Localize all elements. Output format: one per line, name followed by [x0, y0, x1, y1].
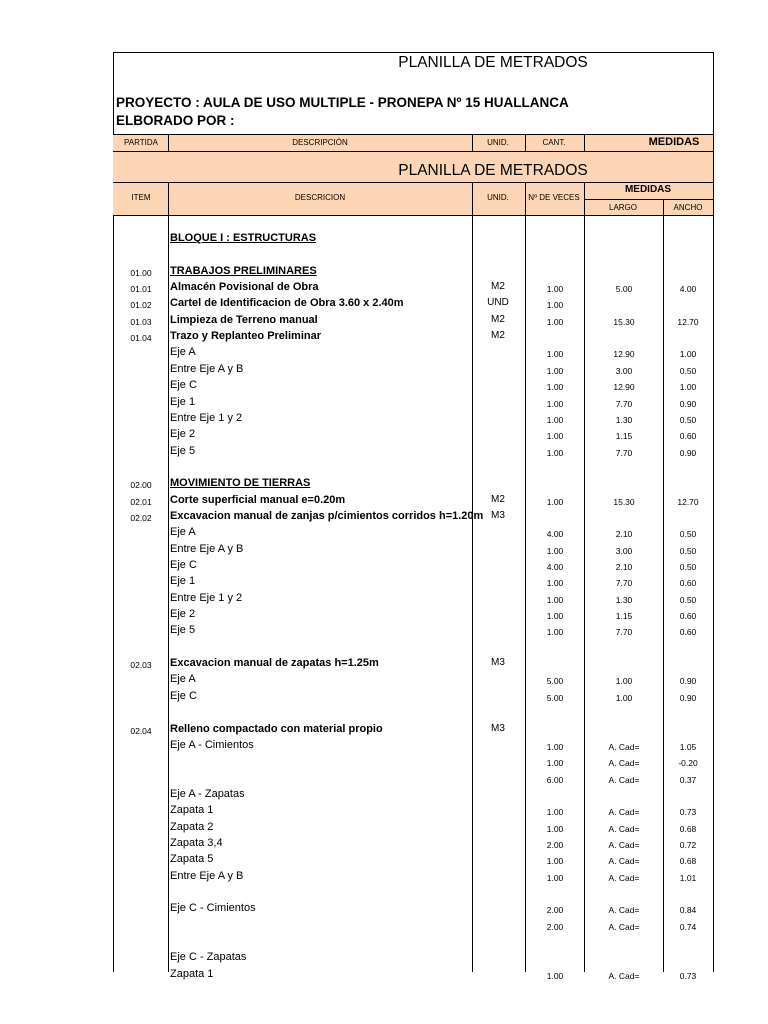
row-veces: 6.00	[546, 774, 564, 785]
row-description: Eje A	[170, 673, 196, 686]
row-largo: 15.30	[613, 316, 635, 327]
row-description: Eje C - Zapatas	[170, 951, 247, 964]
item-code: 02.03	[130, 660, 152, 671]
row-veces: 2.00	[546, 839, 564, 850]
row-description: Excavacion manual de zapatas h=1.25m	[170, 657, 379, 670]
hdr-vline	[584, 134, 585, 151]
col-medidas-2: MEDIDAS	[624, 184, 672, 195]
row-largo: 7.70	[615, 447, 633, 458]
row-veces: 1.00	[546, 349, 564, 360]
row-veces: 2.00	[546, 905, 564, 916]
row-largo: 3.00	[615, 365, 633, 376]
col-descripcion: DESCRIPCIÓN	[292, 138, 348, 147]
row-description: Eje 5	[170, 444, 196, 457]
row-description: Eje A	[170, 526, 196, 539]
row-ancho: 0.90	[679, 398, 697, 409]
col-ancho: ANCHO	[673, 203, 703, 212]
col-descricion: DESCRICION	[294, 193, 346, 202]
row-largo: 1.15	[615, 611, 633, 622]
item-code: 02.01	[130, 496, 152, 507]
row-ancho: 0.73	[679, 807, 697, 818]
row-ancho: 0.50	[679, 365, 697, 376]
row-unit: M2	[491, 493, 505, 505]
row-veces: 1.00	[546, 856, 564, 867]
row-ancho: 0.73	[679, 970, 697, 981]
row-veces: 1.00	[546, 382, 564, 393]
row-veces: 1.00	[546, 300, 564, 311]
row-description: Almacén Povisional de Obra	[170, 281, 319, 294]
row-description: Entre Eje A y B	[170, 362, 244, 375]
row-ancho: 1.05	[679, 741, 697, 752]
row-veces: 1.00	[546, 594, 564, 605]
row-ancho: 0.60	[679, 578, 697, 589]
row-ancho: 0.90	[679, 676, 697, 687]
row-veces: 1.00	[546, 578, 564, 589]
col-vline	[472, 182, 473, 972]
col-medidas: MEDIDAS	[648, 136, 700, 148]
row-veces: 1.00	[546, 414, 564, 425]
row-largo: 3.00	[615, 545, 633, 556]
row-ancho: 0.60	[679, 627, 697, 638]
row-description: Eje A - Zapatas	[170, 787, 245, 800]
row-unit: M2	[491, 281, 505, 293]
row-ancho: 0.50	[679, 545, 697, 556]
row-description: Excavacion manual de zanjas p/cimientos corridos h=1.20m	[170, 509, 484, 522]
row-veces: 1.00	[546, 316, 564, 327]
row-largo: 2.10	[615, 562, 633, 572]
row-ancho: 0.74	[679, 921, 697, 932]
row-ancho: 0.50	[679, 414, 697, 425]
col-unid-2: UNID.	[487, 193, 509, 202]
row-largo: A. Cad=	[608, 758, 640, 769]
row-ancho: 0.50	[679, 594, 697, 605]
row-veces: 1.00	[546, 872, 564, 883]
row-description: Eje 1	[170, 395, 196, 408]
row-veces: 2.00	[546, 921, 564, 932]
col-unid: UNID.	[487, 138, 509, 147]
row-veces: 4.00	[546, 562, 564, 572]
row-largo: 15.30	[613, 496, 635, 507]
row-description: Eje C	[170, 689, 197, 702]
row-largo: 1.00	[615, 692, 633, 703]
row-largo: 1.15	[615, 431, 633, 442]
hdr-vline	[525, 134, 526, 151]
row-largo: A. Cad=	[608, 872, 640, 883]
row-description: Zapata 1	[170, 967, 214, 980]
row-ancho: -0.20	[678, 758, 698, 769]
hdr-vline	[472, 134, 473, 151]
row-largo: A. Cad=	[608, 807, 640, 818]
row-ancho: 4.00	[679, 284, 697, 295]
row-largo: 1.00	[615, 676, 633, 687]
row-veces: 1.00	[546, 627, 564, 638]
row-largo: 7.70	[615, 578, 633, 589]
row-unit: M2	[491, 330, 505, 342]
row-description: Eje C	[170, 379, 197, 392]
planilla-title: PLANILLA DE METRADOS	[398, 162, 588, 179]
row-largo: 1.30	[615, 414, 633, 425]
row-description: Eje 2	[170, 428, 196, 441]
row-largo: A. Cad=	[608, 741, 640, 752]
row-largo: A. Cad=	[608, 774, 640, 785]
col-item: ITEM	[131, 193, 151, 202]
row-ancho: 0.90	[679, 447, 697, 458]
row-description: Cartel de Identificacion de Obra 3.60 x 2.40m	[170, 297, 404, 310]
col-cant: CANT.	[542, 138, 566, 147]
row-ancho: 0.72	[679, 839, 697, 850]
row-largo: 5.00	[615, 284, 633, 295]
row-ancho: 0.68	[679, 856, 697, 867]
row-ancho: 1.01	[679, 872, 697, 883]
row-largo: 1.30	[615, 594, 633, 605]
sheet-title: PLANILLA DE METRADOS	[398, 54, 588, 71]
item-code: 01.01	[130, 284, 152, 295]
header-band-1	[113, 134, 714, 151]
row-largo: A. Cad=	[608, 856, 640, 867]
row-ancho: 12.70	[677, 496, 699, 507]
col-veces: Nº DE VECES	[528, 193, 580, 202]
row-veces: 1.00	[546, 365, 564, 376]
row-description: Corte superficial manual e=0.20m	[170, 493, 346, 506]
right-border	[713, 52, 714, 972]
row-largo: A. Cad=	[608, 921, 640, 932]
item-code: 02.00	[130, 480, 152, 491]
row-ancho: 0.60	[679, 611, 697, 622]
row-description: Entre Eje 1 y 2	[170, 411, 243, 424]
prepared-by-line: ELBORADO POR :	[116, 113, 235, 128]
project-line: PROYECTO : AULA DE USO MULTIPLE - PRONEPA Nº 15 HUALLANCA	[116, 95, 569, 110]
row-veces: 1.00	[546, 807, 564, 818]
row-description: Zapata 3,4	[170, 836, 223, 849]
row-veces: 1.00	[546, 758, 564, 769]
row-ancho: 0.84	[679, 905, 697, 916]
row-unit: UND	[487, 297, 509, 309]
row-veces: 1.00	[546, 398, 564, 409]
row-veces: 1.00	[546, 611, 564, 622]
row-largo: 12.90	[613, 382, 635, 393]
row-description: Eje A - Cimientos	[170, 738, 254, 751]
item-code: 02.04	[130, 725, 152, 736]
row-ancho: 1.00	[679, 349, 697, 360]
col-partida: PARTIDA	[124, 138, 158, 147]
row-veces: 1.00	[546, 970, 564, 981]
row-veces: 1.00	[546, 431, 564, 442]
row-veces: 5.00	[546, 676, 564, 687]
col-largo: LARGO	[608, 203, 638, 212]
row-ancho: 0.37	[679, 774, 697, 785]
hdr-line	[113, 215, 714, 216]
row-unit: M3	[491, 722, 505, 734]
row-description: Zapata 1	[170, 804, 214, 817]
row-ancho: 0.90	[679, 692, 697, 703]
row-ancho: 0.50	[679, 529, 697, 540]
row-unit: M3	[491, 509, 505, 521]
col-vline	[168, 182, 169, 972]
row-ancho: 12.70	[677, 316, 699, 327]
row-largo: 12.90	[613, 349, 635, 360]
row-description: Entre Eje A y B	[170, 869, 244, 882]
row-veces: 1.00	[546, 496, 564, 507]
row-veces: 1.00	[546, 823, 564, 834]
row-description: Limpieza de Terreno manual	[170, 313, 318, 326]
row-description: TRABAJOS PRELIMINARES	[170, 264, 317, 277]
hdr-vline	[168, 134, 169, 151]
row-description: BLOQUE I : ESTRUCTURAS	[170, 232, 317, 244]
row-largo: A. Cad=	[608, 905, 640, 916]
row-veces: 1.00	[546, 284, 564, 295]
row-veces: 5.00	[546, 692, 564, 703]
row-largo: A. Cad=	[608, 839, 640, 850]
item-code: 01.03	[130, 316, 152, 327]
row-description: Eje 1	[170, 575, 196, 588]
row-description: Eje C - Cimientos	[170, 902, 256, 915]
row-veces: 1.00	[546, 545, 564, 556]
row-description: Eje A	[170, 346, 196, 359]
row-ancho: 0.60	[679, 431, 697, 442]
item-code: 01.00	[130, 267, 152, 278]
item-code: 02.02	[130, 512, 152, 523]
col-vline	[663, 199, 664, 972]
item-code: 01.02	[130, 300, 152, 311]
row-largo: 2.10	[615, 529, 633, 540]
row-veces: 1.00	[546, 447, 564, 458]
row-largo: A. Cad=	[608, 970, 640, 981]
row-description: Trazo y Replanteo Preliminar	[170, 330, 321, 343]
row-description: Entre Eje 1 y 2	[170, 591, 243, 604]
row-largo: A. Cad=	[608, 823, 640, 834]
row-veces: 1.00	[546, 741, 564, 752]
row-ancho: 1.00	[679, 382, 697, 393]
col-vline	[584, 182, 585, 972]
row-description: Zapata 5	[170, 853, 214, 866]
row-description: Eje 2	[170, 608, 196, 621]
row-description: MOVIMIENTO DE TIERRAS	[170, 477, 311, 490]
col-vline	[525, 182, 526, 972]
hdr-line	[584, 199, 714, 200]
row-largo: 7.70	[615, 398, 633, 409]
row-description: Eje C	[170, 559, 197, 571]
row-description: Entre Eje A y B	[170, 542, 244, 555]
item-code: 01.04	[130, 333, 152, 344]
row-veces: 4.00	[546, 529, 564, 540]
hdr-line	[113, 182, 714, 183]
row-description: Eje 5	[170, 624, 196, 637]
row-unit: M3	[491, 657, 505, 669]
row-description: Relleno compactado con material propio	[170, 722, 383, 735]
top-border	[113, 52, 713, 53]
row-largo: 7.70	[615, 627, 633, 638]
hdr-line	[113, 151, 714, 152]
row-unit: M2	[491, 313, 505, 325]
row-ancho: 0.50	[679, 562, 697, 572]
row-description: Zapata 2	[170, 820, 214, 833]
row-ancho: 0.68	[679, 823, 697, 834]
hdr-line	[113, 134, 714, 135]
